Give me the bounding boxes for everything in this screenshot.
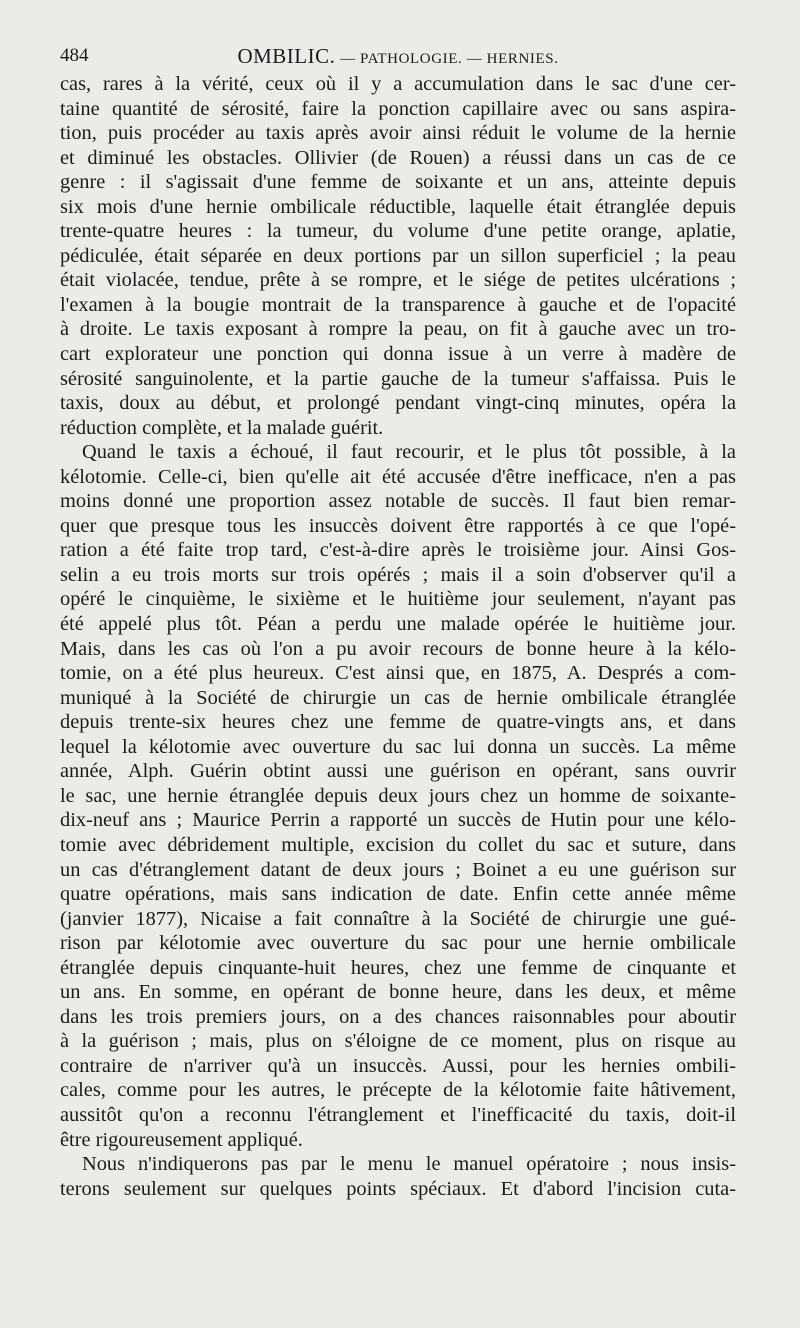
- text-line: taxis, doux au début, et prolongé pendant vingt-cinq minutes, opéra la: [60, 392, 736, 415]
- text-line: être rigoureusement appliqué.: [60, 1128, 303, 1151]
- text-line: depuis trente-six heures chez une femme de quatre-vingts ans, et dans: [60, 711, 736, 734]
- text-line: genre : il s'agissait d'une femme de soixante et un ans, atteinte depuis: [60, 171, 736, 194]
- paragraph: [60, 72, 736, 440]
- running-title-sub: — PATHOLOGIE. — HERNIES.: [340, 51, 559, 67]
- text-line: étranglée depuis cinquante-huit heures, chez une femme de cinquante et: [60, 956, 736, 979]
- text-line: était violacée, tendue, prête à se rompre, et le siége de petites ulcérations ;: [60, 269, 736, 292]
- text-line: à droite. Le taxis exposant à rompre la peau, on fit à gauche avec un tro-: [60, 318, 736, 341]
- text-line: kélotomie. Celle-ci, bien qu'elle ait été accusée d'être inefficace, n'en a pas: [60, 465, 736, 488]
- paragraph: [60, 440, 736, 1152]
- text-line: trente-quatre heures : la tumeur, du volume d'une petite orange, aplatie,: [60, 220, 736, 243]
- text-line: quer que presque tous les insuccès doivent être rapportés à ce que l'opé-: [60, 514, 736, 537]
- text-line: six mois d'une hernie ombilicale réductible, laquelle était étranglée depuis: [60, 195, 736, 218]
- text-line: quatre opérations, mais sans indication de date. Enfin cette année même: [60, 883, 736, 906]
- text-line: contraire de n'arriver qu'à un insuccès. Aussi, pour les hernies ombili-: [60, 1054, 736, 1077]
- body-text: [60, 72, 736, 1201]
- text-line: dans les trois premiers jours, on a des chances raisonnables pour aboutir: [60, 1005, 736, 1028]
- text-line: Mais, dans les cas où l'on a pu avoir recours de bonne heure à la kélo-: [60, 637, 736, 660]
- text-line: l'examen à la bougie montrait de la transparence à gauche et de l'opacité: [60, 293, 736, 316]
- text-line: réduction complète, et la malade guérit.: [60, 416, 384, 439]
- text-line: Quand le taxis a échoué, il faut recourir, et le plus tôt possible, à la: [82, 441, 736, 464]
- text-line: selin a eu trois morts sur trois opérés ; mais il a soin d'observer qu'il a: [60, 563, 736, 586]
- running-title: [60, 42, 736, 73]
- paragraph: [60, 1152, 736, 1201]
- text-line: (janvier 1877), Nicaise a fait connaître à la Société de chirurgie une gué-: [60, 907, 736, 930]
- text-line: lequel la kélotomie avec ouverture du sac lui donna un succès. La même: [60, 735, 736, 758]
- text-line: Nous n'indiquerons pas par le menu le manuel opératoire ; nous insis-: [82, 1153, 736, 1176]
- text-line: à la guérison ; mais, plus on s'éloigne de ce moment, plus on risque au: [60, 1030, 736, 1053]
- page-number: 484: [60, 45, 89, 66]
- text-line: cart explorateur une ponction qui donna issue à un verre à madère de: [60, 343, 736, 366]
- text-line: et diminué les obstacles. Ollivier (de Rouen) a réussi dans un cas de ce: [60, 146, 736, 169]
- text-line: moins donné une proportion assez notable de succès. Il faut bien remar-: [60, 490, 736, 513]
- text-line: taine quantité de sérosité, faire la ponction capillaire avec ou sans aspira-: [60, 97, 736, 120]
- text-line: tion, puis procéder au taxis après avoir ainsi réduit le volume de la hernie: [60, 122, 736, 145]
- text-line: pédiculée, était séparée en deux portions par un sillon superficiel ; la peau: [60, 244, 736, 267]
- text-line: année, Alph. Guérin obtint aussi une guérison en opérant, sans ouvrir: [60, 760, 736, 783]
- text-line: ration a été faite trop tard, c'est-à-dire après le troisième jour. Ainsi Gos-: [60, 539, 736, 562]
- text-line: terons seulement sur quelques points spéciaux. Et d'abord l'incision cuta-: [60, 1177, 736, 1200]
- running-title-main: OMBILIC.: [237, 44, 336, 68]
- text-line: un cas d'étranglement datant de deux jours ; Boinet a eu une guérison sur: [60, 858, 736, 881]
- text-line: sérosité sanguinolente, et la partie gauche de la tumeur s'affaissa. Puis le: [60, 367, 736, 390]
- text-line: cales, comme pour les autres, le précepte de la kélotomie faite hâtivement,: [60, 1079, 736, 1102]
- text-line: aussitôt qu'on a reconnu l'étranglement et l'inefficacité du taxis, doit-il: [60, 1103, 736, 1126]
- text-line: cas, rares à la vérité, ceux où il y a accumulation dans le sac d'une cer-: [60, 73, 736, 95]
- text-line: muniqué à la Société de chirurgie un cas de hernie ombilicale étranglée: [60, 686, 736, 709]
- text-line: tomie, on a été plus heureux. C'est ainsi que, en 1875, A. Després a com-: [60, 662, 736, 685]
- text-line: dix-neuf ans ; Maurice Perrin a rapporté un succès de Hutin pour une kélo-: [60, 809, 736, 832]
- text-line: opéré le cinquième, le sixième et le huitième jour seulement, n'ayant pas: [60, 588, 736, 611]
- text-line: été appelé plus tôt. Péan a perdu une malade opérée le huitième jour.: [60, 613, 736, 636]
- text-line: le sac, une hernie étranglée depuis deux jours chez un homme de soixante-: [60, 784, 736, 807]
- text-line: tomie avec débridement multiple, excision du collet du sac et suture, dans: [60, 833, 736, 856]
- text-line: rison par kélotomie avec ouverture du sac pour une hernie ombilicale: [60, 932, 736, 955]
- text-line: un ans. En somme, en opérant de bonne heure, dans les deux, et même: [60, 981, 736, 1004]
- running-header: [60, 42, 736, 70]
